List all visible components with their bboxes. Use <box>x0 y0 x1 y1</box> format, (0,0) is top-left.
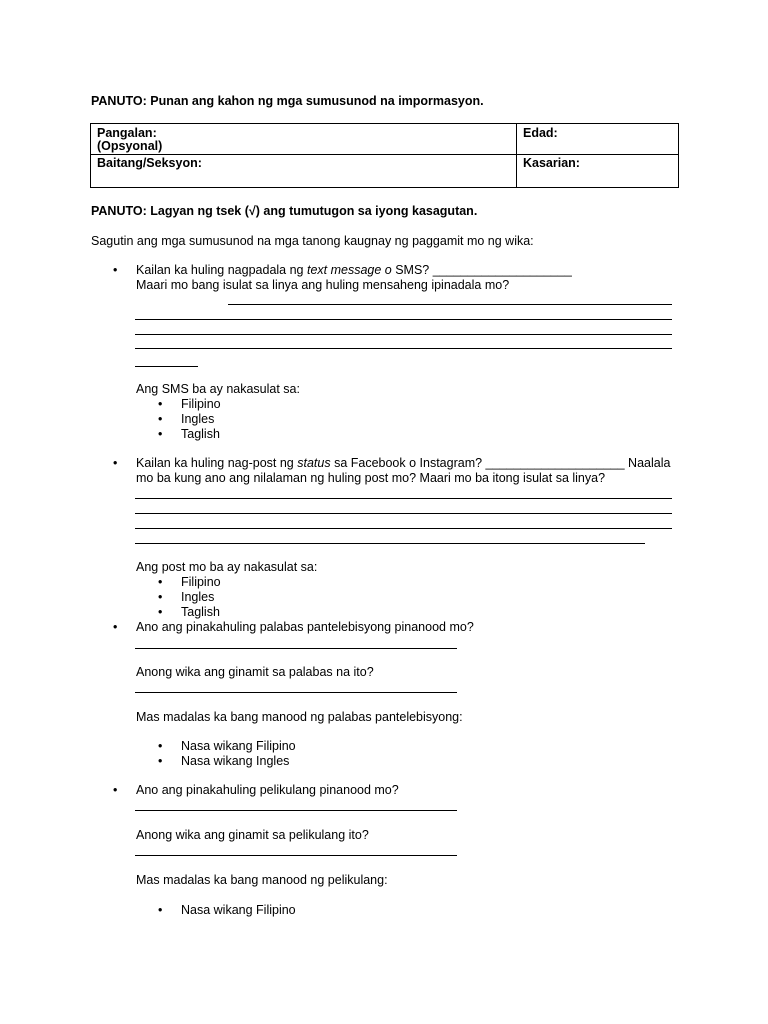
post-language-question: Ang post mo ba ay nakasulat sa: <box>136 560 318 574</box>
table-divider-vertical <box>516 124 517 187</box>
movie-language-line[interactable] <box>135 855 457 856</box>
name-label: Pangalan: <box>97 126 157 140</box>
table-divider-horizontal <box>91 154 678 155</box>
sms-q1-post: SMS? ____________________ <box>391 263 572 277</box>
tv-question-3: Mas madalas ka bang manood ng palabas pantelebisyong: <box>136 710 463 724</box>
tv-language-line[interactable] <box>135 692 457 693</box>
sms-question-2: Maari mo bang isulat sa linya ang huling mensaheng ipinadala mo? <box>136 278 510 292</box>
bullet-icon: • <box>113 263 118 277</box>
post-question-2: mo ba kung ano ang nilalaman ng huling post mo? Maari mo ba itong isulat sa linya? <box>136 471 606 485</box>
bullet-icon: • <box>158 754 163 768</box>
post-q1-pre: Kailan ka huling nag-post ng <box>136 456 298 470</box>
movie-answer-line[interactable] <box>135 810 457 811</box>
bullet-icon: • <box>158 397 163 411</box>
post-q1-post: sa Facebook o Instagram? ____________________ Naalala <box>330 456 671 470</box>
sms-option-filipino[interactable]: Filipino <box>181 397 221 411</box>
tv-option-ingles[interactable]: Nasa wikang Ingles <box>181 754 290 768</box>
post-answer-line[interactable] <box>135 543 645 544</box>
post-q1-italic: status <box>297 456 331 470</box>
sms-q1-pre: Kailan ka huling nagpadala ng <box>136 263 307 277</box>
post-option-taglish[interactable]: Taglish <box>181 605 220 619</box>
post-answer-line[interactable] <box>135 528 672 529</box>
sms-answer-line[interactable] <box>135 319 672 320</box>
tv-question-2: Anong wika ang ginamit sa palabas na ito? <box>136 665 374 679</box>
instruction-1: PANUTO: Punan ang kahon ng mga sumusunod na impormasyon. <box>91 94 484 108</box>
bullet-icon: • <box>158 575 163 589</box>
bullet-icon: • <box>158 412 163 426</box>
bullet-icon: • <box>113 620 118 634</box>
sms-answer-line[interactable] <box>135 334 672 335</box>
instruction-2: PANUTO: Lagyan ng tsek (√) ang tumutugon sa iyong kasagutan. <box>91 204 478 218</box>
bullet-icon: • <box>113 783 118 797</box>
tv-question-1: Ano ang pinakahuling palabas pantelebisyong pinanood mo? <box>136 620 474 634</box>
sms-answer-line[interactable] <box>228 304 672 305</box>
bullet-icon: • <box>158 903 163 917</box>
post-option-ingles[interactable]: Ingles <box>181 590 215 604</box>
sms-answer-line[interactable] <box>135 366 198 367</box>
bullet-icon: • <box>158 739 163 753</box>
info-table <box>90 123 679 188</box>
sms-q1-italic: text message o <box>306 263 392 277</box>
sms-question-1 <box>136 263 572 278</box>
intro-text: Sagutin ang mga sumusunod na mga tanong kaugnay ng paggamit mo ng wika: <box>91 234 534 248</box>
tv-answer-line[interactable] <box>135 648 457 649</box>
movie-option-filipino[interactable]: Nasa wikang Filipino <box>181 903 296 917</box>
sms-answer-line[interactable] <box>135 348 672 349</box>
movie-question-1: Ano ang pinakahuling pelikulang pinanood mo? <box>136 783 399 797</box>
post-option-filipino[interactable]: Filipino <box>181 575 221 589</box>
section-label: Baitang/Seksyon: <box>97 156 202 170</box>
gender-label: Kasarian: <box>523 156 580 170</box>
post-answer-line[interactable] <box>135 498 672 499</box>
movie-question-2: Anong wika ang ginamit sa pelikulang ito? <box>136 828 369 842</box>
movie-question-3: Mas madalas ka bang manood ng pelikulang: <box>136 873 388 887</box>
post-answer-line[interactable] <box>135 513 672 514</box>
age-label: Edad: <box>523 126 558 140</box>
post-question-1 <box>136 456 670 471</box>
bullet-icon: • <box>158 590 163 604</box>
sms-option-taglish[interactable]: Taglish <box>181 427 220 441</box>
bullet-icon: • <box>113 456 118 470</box>
sms-language-question: Ang SMS ba ay nakasulat sa: <box>136 382 300 396</box>
tv-option-filipino[interactable]: Nasa wikang Filipino <box>181 739 296 753</box>
name-note: (Opsyonal) <box>97 139 163 153</box>
sms-option-ingles[interactable]: Ingles <box>181 412 215 426</box>
bullet-icon: • <box>158 427 163 441</box>
bullet-icon: • <box>158 605 163 619</box>
